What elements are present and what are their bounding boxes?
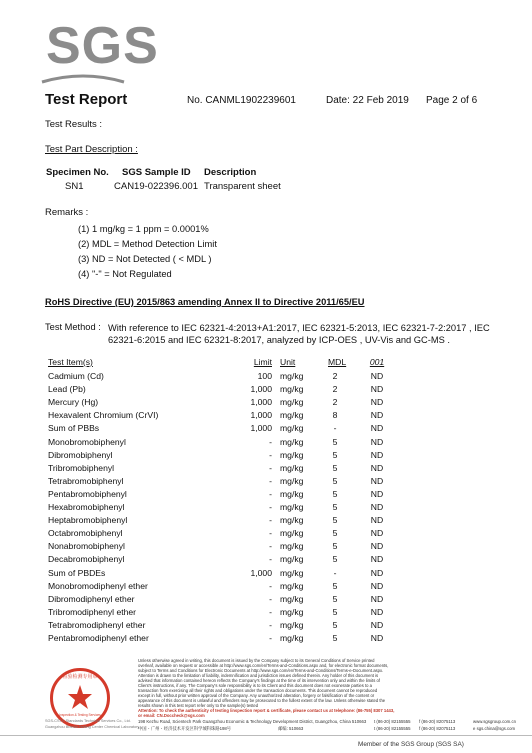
remark-item: (4) "-" = Not Regulated <box>78 269 172 279</box>
description-header: Description <box>204 167 257 178</box>
test-item: Pentabromobiphenyl <box>48 488 127 499</box>
remark-item: (3) ND = Not Detected ( < MDL ) <box>78 254 212 264</box>
disclaimer-line: Client's instructions, if any. The Company's sole responsibility is to its Client and this document does not exonerate parties to a <box>138 683 372 688</box>
result-value: ND <box>370 580 384 591</box>
test-item: Octabromobiphenyl <box>48 528 123 539</box>
results-row <box>48 607 398 619</box>
mdl-value: 5 <box>332 580 338 591</box>
results-row <box>48 384 398 396</box>
test-item: Nonabromobiphenyl <box>48 541 125 552</box>
limit-value: 1,000 <box>250 567 272 578</box>
result-value: ND <box>370 436 384 447</box>
unit-value: mg/kg <box>280 567 304 578</box>
results-row <box>48 450 398 462</box>
disclaimer-line: overleaf, available on request or accessible at http://www.sgs.com/en/Terms-and-Conditions.aspx and, for electronic format documents, <box>138 663 389 668</box>
doccheck-email[interactable]: or email: CN.Doccheck@sgs.com <box>138 713 205 718</box>
phone-number-cn: t (86-20) 82155555 <box>374 726 411 731</box>
disclaimer-line: transaction from exercising all their rights and obligations under the transaction documents. This document cannot be reproduced <box>138 688 378 693</box>
results-row <box>48 620 398 632</box>
results-row <box>48 633 398 645</box>
mdl-value: 5 <box>332 554 338 565</box>
report-title: Test Report <box>45 91 128 108</box>
unit-value: mg/kg <box>280 371 304 381</box>
directive-title: RoHS Directive (EU) 2015/863 amending Annex II to Directive 2011/65/EU <box>45 297 365 307</box>
results-row <box>48 581 398 593</box>
disclaimer-line: appearance of this document is unlawful and offenders may be prosecuted to the fullest extent of the law. Unless otherwise stated the <box>138 698 386 703</box>
disclaimer-line: Attention is drawn to the limitation of liability, indemnification and jurisdiction issues defined therein. Any holder of this document is <box>138 673 379 678</box>
test-method-line: 62321-6:2015 and IEC 62321-8:2017, analyzed by ICP-OES , UV-Vis and GC-MS . <box>108 335 450 345</box>
test-item: Mercury (Hg) <box>48 397 99 408</box>
mdl-value: 2 <box>332 371 338 381</box>
limit-value: - <box>269 462 272 473</box>
unit-value: mg/kg <box>280 554 304 565</box>
results-row <box>48 371 398 383</box>
unit-value: mg/kg <box>280 633 304 643</box>
fax-number: f (86-20) 82075113 <box>419 719 456 724</box>
test-item: Tetrabromobiphenyl <box>48 475 124 486</box>
website-link[interactable]: www.sgsgroup.com.cn <box>473 719 516 724</box>
address-block <box>138 719 528 733</box>
stamp-lab: Guangzhou Branch Testing Center Chemical Laboratory <box>45 725 140 729</box>
result-value: ND <box>370 423 384 434</box>
limit-value: - <box>269 580 272 591</box>
attention-line: Attention: To check the authenticity of testing /inspection report & certificate, please contact us at telephone: (86-755) 8307 1443, <box>138 708 395 713</box>
disclaimer-line: Unless otherwise agreed in writing, this document is issued by the Company subject to its General Conditions of Service printed <box>138 658 375 663</box>
result-value: ND <box>370 371 384 381</box>
result-value: ND <box>370 528 384 539</box>
test-method-text <box>108 322 528 346</box>
results-header-row <box>48 357 398 369</box>
mdl-value: 5 <box>332 449 338 460</box>
report-number: No. CANML1902239601 <box>187 95 296 106</box>
mdl-value: 5 <box>332 593 338 604</box>
result-value: ND <box>370 515 384 526</box>
report-date: Date: 22 Feb 2019 <box>326 95 409 106</box>
result-value: ND <box>370 554 384 565</box>
result-value: ND <box>370 502 384 512</box>
mdl-value: 2 <box>332 397 338 408</box>
limit-value: - <box>269 593 272 604</box>
results-row <box>48 594 398 606</box>
fax-number-cn: f (86-20) 82075113 <box>419 726 456 731</box>
result-value: ND <box>370 606 384 617</box>
specimen-header: Specimen No. <box>46 167 109 178</box>
results-row <box>48 463 398 475</box>
limit-value: - <box>269 606 272 617</box>
sample-001-header: 001 <box>369 357 385 367</box>
result-value: ND <box>370 410 384 421</box>
disclaimer-line: except in full, without prior written approval of the Company. Any unauthorized alteration, forgery or falsification of the content or <box>138 693 375 698</box>
unit-value: mg/kg <box>280 593 304 604</box>
mdl-value: 5 <box>332 462 338 473</box>
remarks-list <box>78 222 217 282</box>
test-item: Sum of PBBs <box>48 423 100 434</box>
test-item: Monobromodiphenyl ether <box>48 580 148 591</box>
contact-email[interactable]: e sgs.china@sgs.com <box>473 726 516 731</box>
test-part-description-label: Test Part Description : <box>45 144 138 155</box>
result-value: ND <box>370 633 384 643</box>
mdl-value: 5 <box>332 436 338 447</box>
test-item: Tetrabromodiphenyl ether <box>48 619 146 630</box>
seal-title: 检验检测专用章 <box>62 674 98 680</box>
mdl-value: 5 <box>332 475 338 486</box>
unit-value: mg/kg <box>280 488 304 499</box>
test-item: Lead (Pb) <box>48 384 86 395</box>
mdl-value: - <box>333 423 337 434</box>
page-number: Page 2 of 6 <box>426 95 478 106</box>
specimen-value: SN1 <box>65 181 84 192</box>
postcode-chinese: 邮编: 510663 <box>278 726 304 731</box>
result-value: ND <box>370 593 384 604</box>
unit-value: mg/kg <box>280 619 304 630</box>
mdl-value: 5 <box>332 541 338 552</box>
result-value: ND <box>370 488 384 499</box>
description-value: Transparent sheet <box>204 181 281 192</box>
test-item: Decabromobiphenyl <box>48 554 125 565</box>
test-item: Sum of PBDEs <box>48 567 106 578</box>
test-item: Hexabromobiphenyl <box>48 502 125 512</box>
limit-value: - <box>269 541 272 552</box>
mdl-value: - <box>333 567 337 578</box>
result-value: ND <box>370 475 384 486</box>
results-row <box>48 554 398 566</box>
results-row <box>48 489 398 501</box>
seal-subtitle: Inspection & Testing Services <box>59 713 101 717</box>
test-item: Monobromobiphenyl <box>48 436 126 447</box>
result-value: ND <box>370 449 384 460</box>
mdl-value: 5 <box>332 502 338 512</box>
mdl-value: 5 <box>332 488 338 499</box>
mdl-value: 8 <box>332 410 338 421</box>
unit-value: mg/kg <box>280 462 304 473</box>
test-item-header: Test Item(s) <box>48 357 93 367</box>
logo-swoosh-icon <box>40 70 126 84</box>
limit-header: Limit <box>253 357 272 367</box>
results-row <box>48 528 398 540</box>
limit-value: - <box>269 515 272 526</box>
results-row <box>48 437 398 449</box>
test-item: Dibromobiphenyl <box>48 449 113 460</box>
unit-value: mg/kg <box>280 436 304 447</box>
unit-value: mg/kg <box>280 515 304 526</box>
remark-item: (1) 1 mg/kg = 1 ppm = 0.0001% <box>78 224 209 234</box>
address-english: 198 Kezhu Road, Scientech Park Guangzhou Economic & Technology Development District, Guangzhou, China 510663 <box>138 719 367 724</box>
mdl-value: 5 <box>332 515 338 526</box>
unit-value: mg/kg <box>280 475 304 486</box>
limit-value: 1,000 <box>250 384 272 395</box>
mdl-value: 2 <box>332 384 338 395</box>
test-item: Tribromobiphenyl <box>48 462 115 473</box>
unit-value: mg/kg <box>280 541 304 552</box>
results-row <box>48 541 398 553</box>
sample-id-header: SGS Sample ID <box>122 167 191 178</box>
test-item: Pentabromodiphenyl ether <box>48 633 149 643</box>
remarks-label: Remarks : <box>45 207 89 218</box>
test-item: Dibromodiphenyl ether <box>48 593 135 604</box>
limit-value: - <box>269 528 272 539</box>
specimen-table <box>0 167 532 197</box>
limit-value: - <box>269 619 272 630</box>
results-row <box>48 515 398 527</box>
disclaimer-line: advised that information contained hereon reflects the Company's findings at the time of its intervention only and within the limits of <box>138 678 380 683</box>
limit-value: - <box>269 554 272 565</box>
result-value: ND <box>370 619 384 630</box>
unit-value: mg/kg <box>280 580 304 591</box>
limit-value: 100 <box>257 371 272 381</box>
mdl-header: MDL <box>328 357 347 367</box>
limit-value: 1,000 <box>250 410 272 421</box>
result-value: ND <box>370 384 384 395</box>
unit-value: mg/kg <box>280 606 304 617</box>
phone-number: t (86-20) 82155555 <box>374 719 411 724</box>
disclaimer-text <box>138 658 492 718</box>
test-results-label: Test Results : <box>45 119 103 130</box>
unit-value: mg/kg <box>280 502 304 512</box>
results-row <box>48 476 398 488</box>
mdl-value: 5 <box>332 528 338 539</box>
test-method-label: Test Method : <box>45 322 101 332</box>
result-value: ND <box>370 397 384 408</box>
unit-value: mg/kg <box>280 410 304 421</box>
test-item: Hexavalent Chromium (CrVI) <box>48 410 159 421</box>
unit-value: mg/kg <box>280 423 304 434</box>
limit-value: - <box>269 449 272 460</box>
test-method-line: With reference to IEC 62321-4:2013+A1:2017, IEC 62321-5:2013, IEC 62321-7-2:2017 , IEC <box>108 323 490 333</box>
footer-divider <box>0 735 532 736</box>
member-note: Member of the SGS Group (SGS SA) <box>358 741 464 748</box>
mdl-value: 5 <box>332 633 338 643</box>
disclaimer-line: subject to Terms and Conditions for Electronic Documents at http://www.sgs.com/en/Terms-and-Conditions/Terms-e-Document.aspx. <box>138 668 384 673</box>
result-value: ND <box>370 567 384 578</box>
disclaimer-line: results shown in this test report refer only to the sample(s) tested <box>138 703 259 708</box>
results-row <box>48 397 398 409</box>
results-row <box>48 568 398 580</box>
unit-header: Unit <box>280 357 296 367</box>
test-item: Cadmium (Cd) <box>48 371 104 381</box>
test-item: Heptabromobiphenyl <box>48 515 128 526</box>
results-row <box>48 423 398 435</box>
result-value: ND <box>370 462 384 473</box>
remark-item: (2) MDL = Method Detection Limit <box>78 239 217 249</box>
unit-value: mg/kg <box>280 528 304 539</box>
unit-value: mg/kg <box>280 384 304 395</box>
limit-value: - <box>269 475 272 486</box>
mdl-value: 5 <box>332 619 338 630</box>
results-row <box>48 410 398 422</box>
results-row <box>48 502 398 514</box>
result-value: ND <box>370 541 384 552</box>
stamp-company: SGS-CSTC Standards Technical Services Co., Ltd. <box>45 719 131 723</box>
unit-value: mg/kg <box>280 449 304 460</box>
limit-value: - <box>269 436 272 447</box>
limit-value: 1,000 <box>250 397 272 408</box>
sgs-logo: SGS <box>46 17 159 75</box>
limit-value: - <box>269 633 272 643</box>
mdl-value: 5 <box>332 606 338 617</box>
limit-value: 1,000 <box>250 423 272 434</box>
test-item: Tribromodiphenyl ether <box>48 606 137 617</box>
address-chinese: 中国・广州・经济技术开发区科学城科珠路198号 <box>138 726 232 731</box>
sample-id-value: CAN19-022396.001 <box>114 181 198 192</box>
unit-value: mg/kg <box>280 397 304 408</box>
limit-value: - <box>269 502 272 512</box>
limit-value: - <box>269 488 272 499</box>
